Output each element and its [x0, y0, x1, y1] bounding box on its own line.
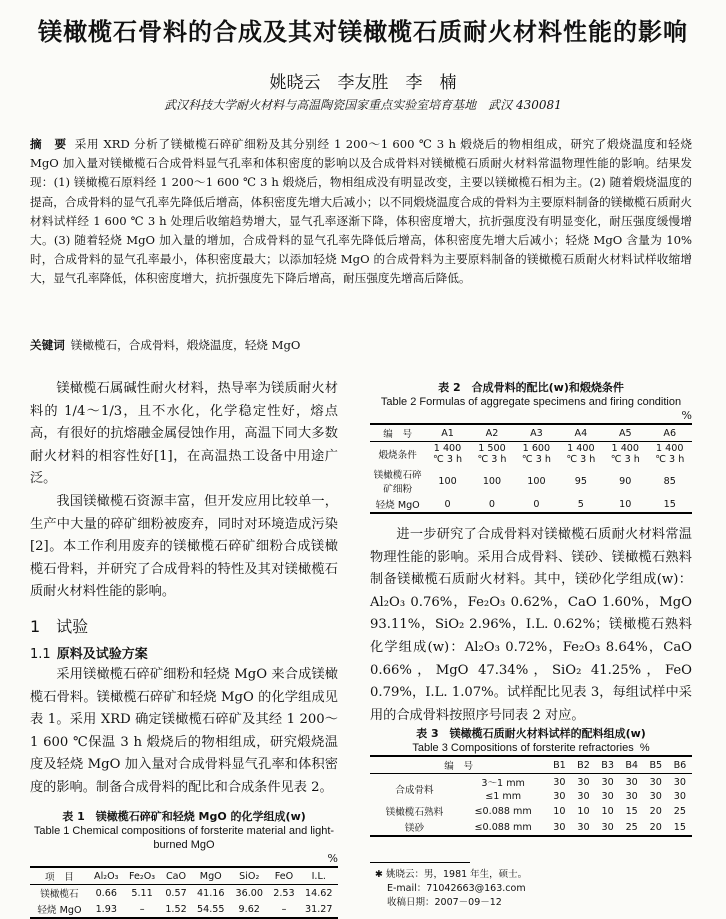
- table-cell: 30: [673, 776, 687, 788]
- table-cell: 30: [553, 821, 566, 833]
- table-3-grid: [370, 755, 692, 837]
- table-cell: –: [281, 903, 287, 915]
- table-cell: 25: [673, 805, 687, 817]
- right-column-text: [370, 524, 692, 727]
- table-cell: 2.53: [273, 887, 295, 899]
- table-caption-zh: 表 2 合成骨料的配比(w)和煅烧条件: [438, 381, 624, 394]
- table-cell: 30: [673, 791, 687, 802]
- table-header: A5: [618, 427, 632, 439]
- table-cell: 1 500 ℃ 3 h: [477, 443, 507, 465]
- table-3: [370, 727, 692, 837]
- table-cell: 15: [663, 498, 676, 510]
- table-cell: 30: [649, 791, 662, 802]
- authors: 姚晓云 李友胜 李 楠: [269, 73, 457, 93]
- table-header: B5: [649, 759, 663, 771]
- table-cell: 30: [577, 791, 590, 802]
- table-cell: 31.27: [305, 903, 333, 915]
- abstract-text: 采用 XRD 分析了镁橄榄石碎矿细粉及其分别经 1 200～1 600 ℃ 3 h 煅烧后的物相组成，研究了煅烧温度和轻烧 MgO 加入量对镁橄榄石合成骨料显气孔率和体积密度的影响以及合成骨料对镁橄榄石质耐火材料常温物理性能的影响。结果发现：(1) 镁橄榄石原料经 1 200～1 600 ℃ 3 h 煅烧后，物相组成没有明显改变，主要以镁橄榄石相为主。(2) 随着煅烧温度的提高，合成骨料的显气孔率先降低后增高，体积密度先增大后减小；以不同煅烧温度合成的骨料为主要原料制备的镁橄榄石质耐火材料试样经 1 600 ℃ 3 h 处理后收缩趋势增大，显气孔率逐渐下降，体积密度增大，抗折强度没有明显变化，耐压强度缓慢增大。(3) 随着轻烧 MgO 加入量的增加，合成骨料的显气孔率先降低后增高，体积密度先增大后减小；轻烧 MgO 含量为 10% 时，合成骨料的显气孔率最小，体积密度最大；以添加轻烧 MgO 的合成骨料为主要原料制备的镁橄榄石质耐火材料试样收缩增大，显气孔率降低，体积密度增大，抗折强度先下降后增高，耐压强度先增高后降低。: [30, 137, 692, 286]
- table-cell: 25: [625, 821, 638, 833]
- intro-column: [30, 378, 338, 604]
- table-cell: 41.16: [197, 887, 225, 899]
- table-cell: 3～1 mm: [481, 778, 525, 789]
- table-cell: ≤0.088 mm: [474, 821, 532, 833]
- table-header: CaO: [165, 870, 187, 882]
- paragraph: 采用镁橄榄石碎矿细粉和轻烧 MgO 来合成镁橄榄石骨料。镁橄榄石碎矿和轻烧 MgO 的化学组成见表 1。采用 XRD 确定镁橄榄石碎矿及其经 1 200～1 600 ℃保温 3 h 煅烧后的物相组成，研究煅烧温度及轻烧 MgO 加入量对合成骨料显气孔率和体积密度的影响。制备合成骨料的配比和合成条件见表 2。: [30, 667, 338, 795]
- abstract: [30, 135, 692, 289]
- table-cell: 轻烧 MgO: [375, 500, 420, 511]
- table-caption-zh: 表 3 镁橄榄石质耐火材料试样的配料组成(w): [416, 727, 646, 740]
- paper-title: 镁橄榄石骨料的合成及其对镁橄榄石质耐火材料性能的影响: [38, 18, 688, 46]
- table-cell: 95: [574, 475, 587, 487]
- table-cell: 0.57: [165, 887, 187, 899]
- table-cell: 100: [527, 475, 546, 487]
- table-row: [370, 496, 692, 513]
- paragraph: 镁橄榄石属碱性耐火材料，热导率为镁质耐火材料的 1/4～1/3，且不水化，化学稳定性好，熔点高，有很好的抗熔融金属侵蚀作用，高温下同大多数耐火材料的相容性好[1]，在高温热工设备中用途广泛。: [30, 381, 338, 487]
- table-cell: 5: [577, 498, 584, 510]
- table-1: [30, 810, 338, 919]
- footnote-line: E-mail：71042663@163.com: [387, 883, 526, 894]
- table-cell: 镁橄榄石熟料: [385, 807, 444, 818]
- table-header: B6: [673, 759, 687, 771]
- section-heading: 1 试验: [30, 617, 89, 636]
- footnote-line: 收稿日期：2007－09－12: [387, 897, 502, 908]
- paragraph: 我国镁橄榄石资源丰富，但开发应用比较单一，生产中大量的碎矿细粉被废弃，同时对环境造成污染[2]。本工作利用废弃的镁橄榄石碎矿细粉合成镁橄榄石骨料，并研究了合成骨料的特性及其对镁橄榄石质耐火材料性能的影响。: [30, 493, 338, 600]
- table-cell: 30: [601, 776, 614, 788]
- table-cell: 1 600 ℃ 3 h: [521, 443, 551, 465]
- table-cell: 30: [577, 821, 590, 833]
- table-row: [30, 885, 338, 902]
- table-header: A1: [441, 427, 454, 439]
- table-header: B4: [625, 759, 639, 771]
- table-cell: 1.52: [165, 903, 187, 915]
- table-unit: %: [681, 409, 692, 422]
- table-cell: 36.00: [235, 887, 263, 899]
- table-header: SiO₂: [239, 870, 260, 882]
- table-cell: 15: [673, 821, 687, 833]
- paragraph: 进一步研究了合成骨料对镁橄榄石质耐火材料常温物理性能的影响。采用合成骨料、镁砂、镁橄榄石熟料制备镁橄榄石质耐火材料。其中，镁砂化学组成(w)：Al₂O₃ 0.76%，Fe₂O₃ 0.62%，CaO 1.60%，MgO 93.11%，SiO₂ 2.96%，I.L. 0.62%；镁橄榄石熟料化学组成(w)：Al₂O₃ 0.72%，Fe₂O₃ 8.64%，CaO 0.66%，MgO 47.34%，SiO₂ 41.25%，FeO 0.79%，I.L. 1.07%。试样配比见表 3，每组试样中采用的合成骨料按照序号同表 2 对应。: [370, 527, 692, 723]
- table-cell: 54.55: [197, 903, 225, 915]
- table-row: [370, 774, 692, 791]
- footnote-line: 姚晓云：男，1981 年生，硕士。: [385, 869, 528, 880]
- table-cell: 1 400 ℃ 3 h: [655, 443, 685, 465]
- table-unit: %: [327, 852, 338, 865]
- table-header: B3: [601, 759, 614, 771]
- table-cell: 1.93: [95, 903, 117, 915]
- table-caption-en: Table 3 Compositions of forsterite refractories %: [412, 742, 650, 754]
- table-2: [370, 381, 692, 514]
- table-caption-en: Table 1 Chemical compositions of forsterite material and light-burned MgO: [33, 825, 335, 851]
- footnote: [375, 868, 527, 910]
- keywords-label: 关键词: [30, 338, 65, 352]
- table-cell: 90: [619, 475, 632, 487]
- table-cell: 0: [488, 498, 496, 510]
- table-cell: 10: [619, 498, 632, 510]
- methods-column: [30, 664, 338, 800]
- table-header: MgO: [199, 870, 222, 882]
- table-cell: 30: [553, 776, 566, 788]
- table-cell: –: [139, 903, 145, 915]
- table-header: A6: [663, 427, 677, 439]
- footnote-rule: [370, 862, 470, 863]
- table-cell: 轻烧 MgO: [37, 905, 82, 916]
- table-cell: 100: [482, 475, 502, 487]
- table-cell: 10: [577, 805, 590, 817]
- table-header: A2: [485, 427, 499, 439]
- table-cell: 30: [625, 791, 638, 802]
- table-header: B1: [553, 759, 566, 771]
- table-row: [370, 819, 692, 836]
- table-cell: 100: [438, 475, 457, 487]
- table-cell: 5.11: [131, 887, 153, 899]
- subsection-heading: [30, 643, 148, 662]
- keywords: [30, 337, 692, 353]
- table-caption-zh: 表 1 镁橄榄石碎矿和轻烧 MgO 的化学组成(w): [62, 810, 306, 823]
- table-cell: 14.62: [305, 887, 333, 899]
- table-cell: 15: [625, 805, 638, 817]
- table-header: A3: [530, 427, 543, 439]
- table-cell: 煅烧条件: [378, 450, 417, 461]
- subsection-title: 原料及试验方案: [56, 647, 148, 662]
- table-cell: 0.66: [95, 887, 117, 899]
- table-cell: 镁橄榄石: [40, 889, 79, 900]
- table-cell: 30: [553, 791, 566, 802]
- table-header: Fe₂O₃: [129, 870, 156, 882]
- table-cell: 镁橄榄石碎矿细粉: [373, 470, 422, 495]
- table-header: FeO: [274, 870, 294, 882]
- table-header: 编 号: [383, 429, 413, 440]
- table-cell: 1 400 ℃ 3 h: [610, 443, 640, 465]
- table-cell: 0: [533, 498, 540, 510]
- table-cell: ≤1 mm: [485, 791, 522, 802]
- table-header: Al₂O₃: [94, 870, 119, 882]
- table-cell: 20: [649, 805, 662, 817]
- table-caption-en: Table 2 Formulas of aggregate specimens and firing condition: [380, 396, 682, 408]
- table-cell: 85: [663, 475, 676, 487]
- table-row: [370, 803, 692, 819]
- table-cell: 1 400 ℃ 3 h: [433, 443, 463, 465]
- affiliation: 武汉科技大学耐火材料与高温陶瓷国家重点实验室培育基地 武汉 430081: [164, 98, 562, 112]
- table-cell: 10: [601, 805, 614, 817]
- table-cell: 30: [601, 821, 614, 833]
- table-cell: 10: [553, 805, 566, 817]
- asterisk-icon: ✱: [375, 869, 386, 880]
- table-unit: %: [639, 742, 650, 754]
- table-header: 项 目: [45, 872, 74, 883]
- table-row: [30, 901, 338, 918]
- table-cell: 镁砂: [404, 823, 425, 834]
- table-row: [370, 442, 692, 467]
- table-cell: 30: [649, 776, 662, 788]
- table-1-grid: [30, 866, 338, 919]
- table-row: [370, 466, 692, 496]
- table-cell: 30: [625, 776, 638, 788]
- table-cell: 9.62: [238, 903, 260, 915]
- table-header: I.L.: [311, 870, 326, 882]
- table-cell: 20: [649, 821, 662, 833]
- table-2-grid: [370, 423, 692, 514]
- abstract-label: 摘 要: [30, 137, 67, 151]
- table-cell: 1 400 ℃ 3 h: [566, 443, 596, 465]
- table-cell: 0: [444, 498, 451, 510]
- table-cell: 30: [577, 776, 590, 788]
- table-header: 编 号: [444, 761, 474, 772]
- subsection-number: 1.1: [30, 647, 51, 662]
- table-cell: 合成骨料: [395, 784, 434, 796]
- table-header: A4: [574, 427, 588, 439]
- table-cell: ≤0.088 mm: [474, 805, 532, 817]
- keywords-text: 镁橄榄石，合成骨料，煅烧温度，轻烧 MgO: [70, 338, 301, 352]
- table-header: B2: [577, 759, 590, 771]
- table-cell: 30: [601, 791, 614, 802]
